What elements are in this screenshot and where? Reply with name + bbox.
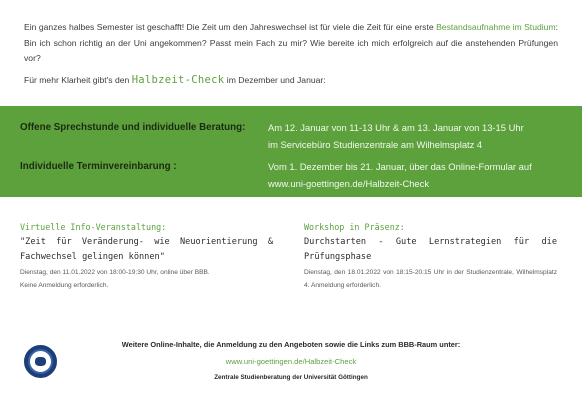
consultation-row [20, 119, 570, 153]
consultation-text [268, 119, 570, 153]
intro-highlight: Bestandsaufnahme im Studium [436, 22, 556, 32]
info-event-title: "Zeit für Veränderung- wie Neuorientierung & Fachwechsel gelingen können" [20, 237, 273, 262]
footer-org: Zentrale Studienberatung der Universität Göttingen [214, 374, 368, 381]
workshop-column [304, 221, 557, 292]
workshop-heading: Workshop in Präsenz: [304, 222, 405, 232]
workshop-details: Dienstag, den 18.01.2022 von 18:15-20:15 Uhr in der Studienzentrale, Wilhelmsplatz 4. Anmeldung erforderlich. [304, 269, 557, 289]
info-band [0, 106, 582, 197]
brand-line-prefix: Für mehr Klarheit gibt's den [24, 74, 132, 85]
footer-info: Weitere Online-Inhalte, die Anmeldung zu den Angeboten sowie die Links zum BBB-Raum unter: [121, 340, 461, 349]
appointment-label: Individuelle Terminvereinbarung : [20, 161, 177, 172]
info-event-column [20, 221, 273, 292]
intro-paragraph [24, 20, 558, 67]
intro-part1: Ein ganzes halbes Semester ist geschafft! Die Zeit um den Jahreswechsel ist für viele die Zeit für eine erste [24, 22, 437, 32]
info-event-note: Keine Anmeldung erforderlich. [20, 282, 109, 289]
appointment-row [20, 158, 570, 192]
consultation-label: Offene Sprechstunde und individuelle Beratung: [20, 122, 246, 133]
appointment-text [268, 158, 570, 192]
intro-text [24, 20, 558, 88]
consultation-text-line1: Am 12. Januar von 11-13 Uhr & am 13. Januar von 13-15 Uhr [268, 122, 524, 133]
halbzeit-check-brand: Halbzeit-Check [131, 73, 225, 86]
intro-part2: : Bin ich schon richtig an der Uni angekommen? Passt mein Fach zu mir? Wie bereite ich mich erfolgreich auf die anstehenden Prüfungen vor? [24, 22, 558, 63]
brand-line-suffix: im Dezember und Januar: [224, 74, 326, 85]
workshop-title: Durchstarten - Gute Lernstrategien für die Prüfungsphase [304, 237, 557, 262]
info-event-date: Dienstag, den 11.01.2022 von 18:00-19:30 Uhr, online über BBB. [20, 269, 210, 276]
footer-link[interactable]: www.uni-goettingen.de/Halbzeit-Check [225, 357, 357, 366]
consultation-text-line2: im Servicebüro Studienzentrale am Wilhelmsplatz 4 [268, 139, 483, 150]
intro-brand-line [24, 73, 558, 89]
appointment-text-line1: Vom 1. Dezember bis 21. Januar, über das Online-Formular auf [268, 161, 532, 172]
info-event-heading: Virtuelle Info-Veranstaltung: [20, 222, 167, 232]
appointment-link[interactable]: www.uni-goettingen.de/Halbzeit-Check [268, 178, 430, 189]
info-event-details [20, 266, 273, 292]
